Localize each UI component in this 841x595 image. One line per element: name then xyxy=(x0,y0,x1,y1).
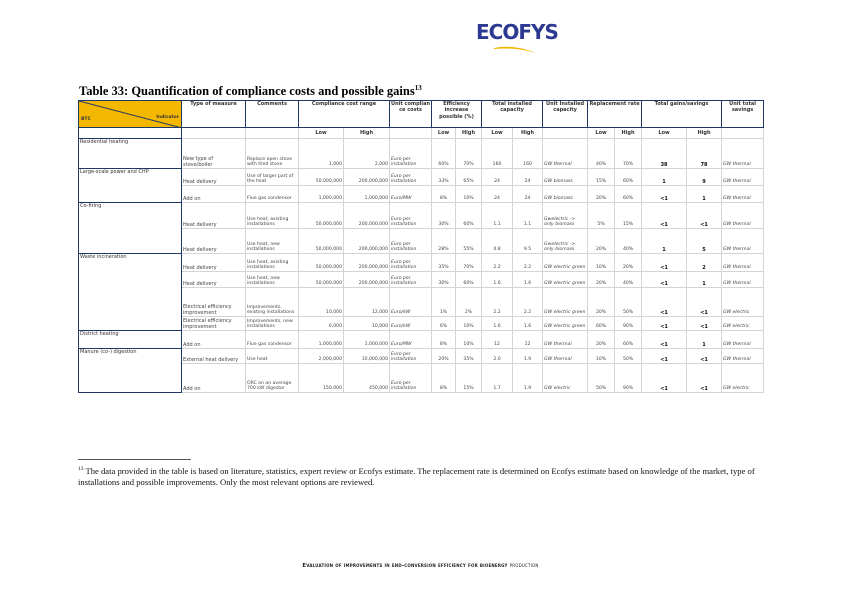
cell-gain-high: 1 xyxy=(687,331,722,349)
corner-btc: BTC xyxy=(81,117,91,123)
cell-comment: Flue gas condensor xyxy=(246,331,299,349)
cell-eff-low: 6% xyxy=(432,317,456,331)
cell-repl-high: 70% xyxy=(615,139,642,169)
cell-gain-high: 78 xyxy=(687,139,722,169)
footnote-number: 13 xyxy=(78,466,84,472)
cell-unit-savings: GW electric xyxy=(722,364,764,393)
cell-gain-high: 2 xyxy=(687,254,722,272)
cell-gain-high: <1 xyxy=(687,203,722,229)
cell-cost-high: 450,000 xyxy=(344,364,390,393)
cell-cost-high: 12,000 xyxy=(344,288,390,317)
header-comments: Comments xyxy=(246,101,299,128)
btc-category: Large-scale power and CHP xyxy=(79,169,182,203)
logo-text: ECOFYS xyxy=(476,20,558,44)
table-title xyxy=(79,84,422,99)
cell-cost-low: 50,000,000 xyxy=(299,254,344,272)
cell-cost-low: 10,000 xyxy=(299,288,344,317)
cell-eff-low: 8% xyxy=(432,331,456,349)
cell-eff-low: 8% xyxy=(432,364,456,393)
cell-unit-cost: Euro per installation xyxy=(390,272,432,288)
cell-unit-capacity: Gwelectric -> only biomass xyxy=(543,229,588,254)
footnote xyxy=(78,464,768,488)
cell-gain-low: <1 xyxy=(642,364,687,393)
cell-cap-low: 1.1 xyxy=(482,203,513,229)
subheader-empty xyxy=(79,128,182,139)
cell-unit-capacity: GW biomass xyxy=(543,186,588,203)
cell-unit-cost: Euro per installation xyxy=(390,254,432,272)
cell-comment: Use heat, new installations xyxy=(246,272,299,288)
cell-cap-low: 160 xyxy=(482,139,513,169)
cell-cap-low: 12 xyxy=(482,331,513,349)
logo-swoosh-icon xyxy=(494,44,536,54)
table-body xyxy=(79,139,764,393)
cell-unit-capacity: Gwelectric -> only biomass xyxy=(543,203,588,229)
cell-repl-low: 5% xyxy=(588,203,615,229)
table-title-text: Table 33: Quantification of compliance costs and possible gains xyxy=(79,84,415,99)
cell-cap-high: 1.6 xyxy=(513,317,543,331)
cell-gain-low: <1 xyxy=(642,331,687,349)
footnote-text: The data provided in the table is based on literature, statistics, expert review or Ecofys estimate. The replacement rate is determined on Ecofys estimate based on knowledge of the market, type of installations and possible improvements. Only the most relevant options are reviewed. xyxy=(78,465,755,487)
cell-cost-high: 200,000,000 xyxy=(344,203,390,229)
cell-cap-high: 2.2 xyxy=(513,254,543,272)
cell-eff-low: 1% xyxy=(432,288,456,317)
cell-gain-high: 1 xyxy=(687,186,722,203)
cell-eff-low: 30% xyxy=(432,272,456,288)
cell-gain-low: <1 xyxy=(642,186,687,203)
cell-repl-high: 60% xyxy=(615,186,642,203)
cell-comment: ORC on an average 700 kW digestor xyxy=(246,364,299,393)
cell-gain-high: 9 xyxy=(687,169,722,186)
btc-category: Manure (co-) digestion xyxy=(79,349,182,393)
cell-eff-high: 70% xyxy=(456,254,482,272)
cell-repl-high: 50% xyxy=(615,288,642,317)
cell-repl-low: 40% xyxy=(588,139,615,169)
cell-unit-savings: GW thermal xyxy=(722,272,764,288)
subheader-low: Low xyxy=(299,128,344,139)
subheader-low: Low xyxy=(588,128,615,139)
cell-repl-low: 20% xyxy=(588,272,615,288)
cell-unit-capacity: GW electric xyxy=(543,364,588,393)
cell-cost-low: 2,000,000 xyxy=(299,349,344,364)
cell-type: Heat delivery xyxy=(182,272,246,288)
subheader-empty xyxy=(543,128,588,139)
cell-unit-savings: GW thermal xyxy=(722,229,764,254)
header-replacement: Replacement rate xyxy=(588,101,642,128)
cell-gain-low: <1 xyxy=(642,288,687,317)
cell-gain-high: <1 xyxy=(687,349,722,364)
cell-cap-low: 1.6 xyxy=(482,317,513,331)
table-row xyxy=(79,349,764,364)
cell-unit-savings: GW thermal xyxy=(722,139,764,169)
cell-cost-low: 1,000 xyxy=(299,139,344,169)
cell-gain-low: <1 xyxy=(642,317,687,331)
header-gains: Total gains/savings xyxy=(642,101,722,128)
table-row xyxy=(79,288,764,317)
cell-type: Electrical efficiency improvement xyxy=(182,317,246,331)
cell-type: Heat delivery xyxy=(182,169,246,186)
cell-cap-low: 4.8 xyxy=(482,229,513,254)
cell-type: Heat delivery xyxy=(182,229,246,254)
cell-eff-low: 33% xyxy=(432,169,456,186)
subheader-high: High xyxy=(687,128,722,139)
header-type: Type of measure xyxy=(182,101,246,128)
cell-cost-low: 50,000,000 xyxy=(299,272,344,288)
table-row xyxy=(79,139,764,169)
subheader-high: High xyxy=(344,128,390,139)
table-row xyxy=(79,331,764,349)
cell-repl-high: 40% xyxy=(615,272,642,288)
cell-repl-low: 20% xyxy=(588,331,615,349)
cell-gain-high: 5 xyxy=(687,229,722,254)
ecofys-logo xyxy=(476,20,558,50)
cell-cap-high: 2.2 xyxy=(513,288,543,317)
cell-cost-high: 200,000,000 xyxy=(344,272,390,288)
table-row xyxy=(79,186,764,203)
footnote-ref: 13 xyxy=(414,84,422,92)
cell-cost-high: 1,000,000 xyxy=(344,331,390,349)
cell-eff-low: 60% xyxy=(432,139,456,169)
cell-type: Add on xyxy=(182,364,246,393)
cell-cap-high: 1.9 xyxy=(513,364,543,393)
cell-type: Heat delivery xyxy=(182,254,246,272)
header-unit-savings: Unit total savings xyxy=(722,101,764,128)
subheader-row xyxy=(79,128,764,139)
corner-indicator: Indicator xyxy=(156,115,179,121)
subheader-high: High xyxy=(615,128,642,139)
cell-gain-low: 1 xyxy=(642,229,687,254)
cell-eff-high: 10% xyxy=(456,317,482,331)
cell-unit-capacity: GW biomass xyxy=(543,169,588,186)
cell-gain-low: <1 xyxy=(642,203,687,229)
cell-repl-high: 90% xyxy=(615,364,642,393)
footer-light: production xyxy=(509,563,539,569)
cell-unit-savings: GW thermal xyxy=(722,349,764,364)
cell-eff-high: 70% xyxy=(456,139,482,169)
cell-unit-savings: GW thermal xyxy=(722,331,764,349)
cell-repl-high: 15% xyxy=(615,203,642,229)
cell-cap-low: 24 xyxy=(482,169,513,186)
cell-unit-capacity: GW thermal xyxy=(543,349,588,364)
cell-unit-cost: Euro per installation xyxy=(390,229,432,254)
cell-unit-cost: Euro per installation xyxy=(390,364,432,393)
cell-cap-high: 9.5 xyxy=(513,229,543,254)
footnote-divider xyxy=(78,459,191,460)
cell-eff-high: 2% xyxy=(456,288,482,317)
cell-cap-low: 1.7 xyxy=(482,364,513,393)
cell-comment: Use heat, existing installations xyxy=(246,203,299,229)
cell-repl-high: 20% xyxy=(615,254,642,272)
subheader-low: Low xyxy=(432,128,456,139)
page-footer xyxy=(0,563,841,569)
cell-eff-high: 65% xyxy=(456,169,482,186)
cell-comment: Use of larger part of the heat xyxy=(246,169,299,186)
cell-repl-low: 20% xyxy=(588,186,615,203)
cell-unit-cost: Euro per installation xyxy=(390,169,432,186)
cell-comment: Improvements, new installations xyxy=(246,317,299,331)
cell-eff-low: 8% xyxy=(432,186,456,203)
btc-indicator-corner xyxy=(79,101,182,128)
cell-gain-high: 1 xyxy=(687,272,722,288)
header-capacity: Total installed capacity xyxy=(482,101,543,128)
cell-comment: Use heat, existing installations xyxy=(246,254,299,272)
cell-gain-low: <1 xyxy=(642,349,687,364)
table-row xyxy=(79,364,764,393)
cell-repl-high: 90% xyxy=(615,317,642,331)
cell-cost-low: 50,000,000 xyxy=(299,203,344,229)
cell-cost-high: 200,000,000 xyxy=(344,169,390,186)
cell-comment: Flue gas condensor xyxy=(246,186,299,203)
cell-cap-high: 12 xyxy=(513,331,543,349)
btc-category: Co-firing xyxy=(79,203,182,254)
cell-unit-savings: GW thermal xyxy=(722,203,764,229)
cell-type: Electrical efficiency improvement xyxy=(182,288,246,317)
cell-comment: Use heat xyxy=(246,349,299,364)
cell-unit-savings: GW thermal xyxy=(722,186,764,203)
cell-repl-low: 60% xyxy=(588,317,615,331)
subheader-high: High xyxy=(456,128,482,139)
table-row xyxy=(79,254,764,272)
cell-cost-high: 1,000,000 xyxy=(344,186,390,203)
cell-cost-low: 50,000,000 xyxy=(299,229,344,254)
cell-cost-high: 2,000 xyxy=(344,139,390,169)
cell-type: New type of stove/boiler xyxy=(182,139,246,169)
cell-eff-high: 60% xyxy=(456,203,482,229)
subheader-empty xyxy=(390,128,432,139)
cell-gain-high: <1 xyxy=(687,317,722,331)
table-row xyxy=(79,272,764,288)
header-unit-capacity: Unit Installed capacity xyxy=(543,101,588,128)
cell-repl-low: 15% xyxy=(588,169,615,186)
cell-type: External heat delivery xyxy=(182,349,246,364)
cell-cap-low: 2.0 xyxy=(482,349,513,364)
cell-gain-low: 38 xyxy=(642,139,687,169)
cell-unit-capacity: GW thermal xyxy=(543,331,588,349)
header-row xyxy=(79,101,764,128)
cell-repl-low: 20% xyxy=(588,288,615,317)
cell-cap-low: 2.2 xyxy=(482,254,513,272)
footer-bold: Evaluation of improvements in end-conversion efficiency for bioenergy xyxy=(302,563,508,569)
cell-eff-low: 28% xyxy=(432,229,456,254)
cell-type: Heat delivery xyxy=(182,203,246,229)
table-row xyxy=(79,203,764,229)
cell-eff-high: 35% xyxy=(456,349,482,364)
cell-cost-low: 1,000,000 xyxy=(299,331,344,349)
cell-comment: Replace open stove with tiled stove xyxy=(246,139,299,169)
header-efficiency: Efficiency increase possible (%) xyxy=(432,101,482,128)
cell-repl-low: 10% xyxy=(588,349,615,364)
cell-gain-low: <1 xyxy=(642,272,687,288)
cell-unit-cost: Euro/kW xyxy=(390,288,432,317)
cell-cost-low: 50,000,000 xyxy=(299,169,344,186)
cell-cap-low: 24 xyxy=(482,186,513,203)
cell-cap-high: 1.1 xyxy=(513,203,543,229)
cell-eff-high: 60% xyxy=(456,272,482,288)
cell-repl-low: 20% xyxy=(588,229,615,254)
table-row xyxy=(79,317,764,331)
cell-gain-high: <1 xyxy=(687,364,722,393)
cell-gain-low: <1 xyxy=(642,254,687,272)
cell-unit-capacity: GW electric green xyxy=(543,272,588,288)
cell-unit-cost: Euro per installation xyxy=(390,203,432,229)
cell-eff-high: 55% xyxy=(456,229,482,254)
cell-unit-savings: GW electric xyxy=(722,288,764,317)
cell-cap-high: 1.6 xyxy=(513,272,543,288)
subheader-empty xyxy=(246,128,299,139)
btc-category: District heating xyxy=(79,331,182,349)
cell-cost-high: 200,000,000 xyxy=(344,254,390,272)
cell-cost-high: 10,000,000 xyxy=(344,349,390,364)
cell-eff-low: 30% xyxy=(432,203,456,229)
cell-cap-low: 2.2 xyxy=(482,288,513,317)
table-row xyxy=(79,169,764,186)
cell-gain-low: 1 xyxy=(642,169,687,186)
cell-unit-savings: GW electric xyxy=(722,317,764,331)
cell-cost-low: 1,000,000 xyxy=(299,186,344,203)
cell-unit-cost: Euro/MW xyxy=(390,331,432,349)
cell-repl-high: 40% xyxy=(615,229,642,254)
header-unit-cost: Unit complian ce costs xyxy=(390,101,432,128)
cell-repl-low: 50% xyxy=(588,364,615,393)
cell-repl-low: 10% xyxy=(588,254,615,272)
cell-cost-low: 150,000 xyxy=(299,364,344,393)
cell-unit-cost: Euro/kW xyxy=(390,317,432,331)
table-row xyxy=(79,229,764,254)
header-cost-range: Compliance cost range xyxy=(299,101,390,128)
cell-unit-capacity: GW electric green xyxy=(543,288,588,317)
cell-repl-high: 60% xyxy=(615,169,642,186)
cell-repl-high: 50% xyxy=(615,349,642,364)
cell-cap-high: 1.9 xyxy=(513,349,543,364)
btc-category: Waste incineration xyxy=(79,254,182,331)
cell-eff-high: 15% xyxy=(456,364,482,393)
cell-cap-high: 24 xyxy=(513,186,543,203)
cell-unit-cost: Euro/MW xyxy=(390,186,432,203)
subheader-low: Low xyxy=(642,128,687,139)
cell-type: Add on xyxy=(182,331,246,349)
cell-eff-low: 35% xyxy=(432,254,456,272)
cell-unit-cost: Euro per installation xyxy=(390,349,432,364)
cell-unit-capacity: GW electric green xyxy=(543,317,588,331)
cell-cap-high: 160 xyxy=(513,139,543,169)
cell-eff-high: 10% xyxy=(456,331,482,349)
cell-unit-cost: Euro per installation xyxy=(390,139,432,169)
cell-comment: Improvements, existing installations xyxy=(246,288,299,317)
cell-cost-high: 10,000 xyxy=(344,317,390,331)
subheader-empty xyxy=(722,128,764,139)
cell-unit-savings: GW thermal xyxy=(722,254,764,272)
subheader-high: High xyxy=(513,128,543,139)
cell-cost-low: 6,000 xyxy=(299,317,344,331)
cell-cap-low: 1.6 xyxy=(482,272,513,288)
cell-repl-high: 60% xyxy=(615,331,642,349)
subheader-empty xyxy=(182,128,246,139)
compliance-costs-table xyxy=(78,100,764,393)
cell-eff-high: 10% xyxy=(456,186,482,203)
cell-unit-savings: GW thermal xyxy=(722,169,764,186)
cell-cap-high: 24 xyxy=(513,169,543,186)
cell-type: Add on xyxy=(182,186,246,203)
cell-unit-capacity: GW electric green xyxy=(543,254,588,272)
cell-gain-high: <1 xyxy=(687,288,722,317)
btc-category: Residential heating xyxy=(79,139,182,169)
cell-eff-low: 20% xyxy=(432,349,456,364)
subheader-low: Low xyxy=(482,128,513,139)
cell-comment: Use heat, new installations xyxy=(246,229,299,254)
cell-cost-high: 200,000,000 xyxy=(344,229,390,254)
cell-unit-capacity: GW thermal xyxy=(543,139,588,169)
